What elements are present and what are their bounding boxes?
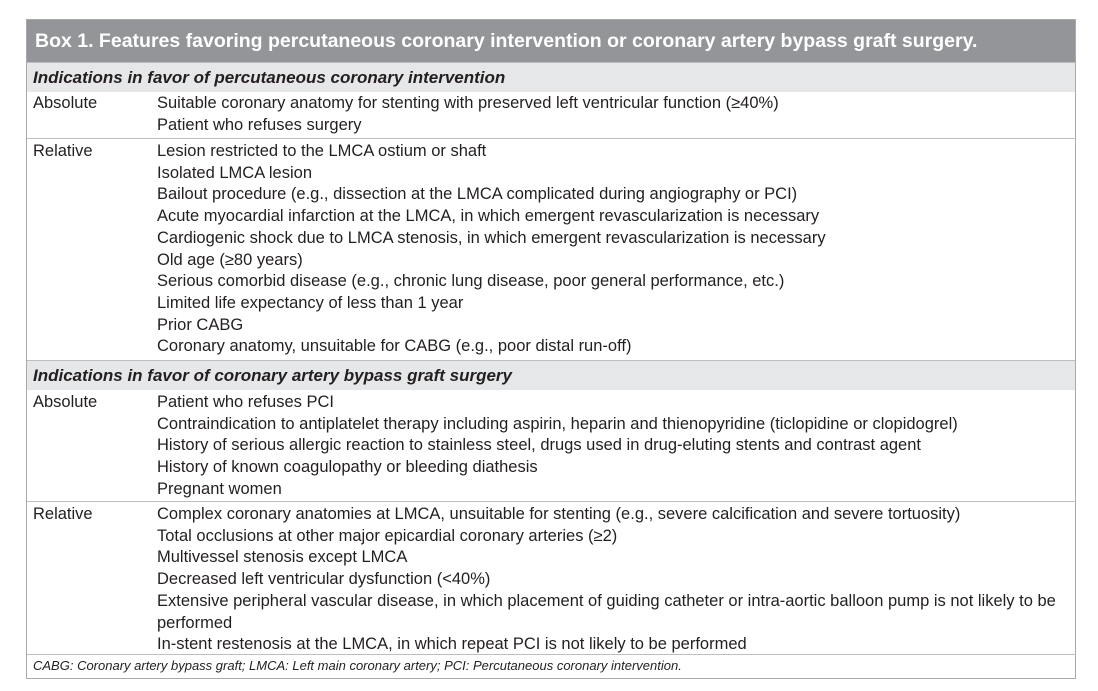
list-item: Old age (≥80 years) bbox=[157, 250, 303, 269]
list-item: History of serious allergic reaction to stainless steel, drugs used in drug-eluting stents and contrast agent bbox=[157, 436, 921, 455]
box-title: Box 1. Features favoring percutaneous coronary intervention or coronary artery bypass graft surgery. bbox=[27, 20, 1075, 62]
list-item: Limited life expectancy of less than 1 year bbox=[157, 293, 464, 312]
list-item: Acute myocardial infarction at the LMCA, in which emergent revascularization is necessary bbox=[157, 207, 820, 226]
list-item: Decreased left ventricular dysfunction (<40%) bbox=[157, 570, 491, 589]
row-label: Relative bbox=[33, 142, 93, 160]
list-item: Extensive peripheral vascular disease, in which placement of guiding catheter or intra-aortic balloon pump is not likely to be performed bbox=[157, 591, 1056, 632]
row-cabg-relative bbox=[27, 501, 1075, 654]
item-list bbox=[157, 93, 1067, 136]
list-item: Coronary anatomy, unsuitable for CABG (e.g., poor distal run-off) bbox=[157, 337, 632, 356]
list-item: Patient who refuses PCI bbox=[157, 393, 335, 411]
list-item: Isolated LMCA lesion bbox=[157, 163, 313, 182]
section-heading-pci: Indications in favor of percutaneous coronary intervention bbox=[27, 62, 1075, 92]
item-list bbox=[157, 141, 1067, 358]
list-item: Contraindication to antiplatelet therapy including aspirin, heparin and thienopyridine (ticlopidine or clopidogrel) bbox=[157, 414, 958, 433]
list-item: Prior CABG bbox=[157, 315, 244, 334]
section-heading-cabg: Indications in favor of coronary artery bypass graft surgery bbox=[27, 360, 1075, 390]
list-item: Bailout procedure (e.g., dissection at the LMCA complicated during angiography or PCI) bbox=[157, 185, 798, 204]
list-item: History of known coagulopathy or bleeding diathesis bbox=[157, 458, 538, 477]
item-list bbox=[157, 504, 1067, 656]
list-item: Multivessel stenosis except LMCA bbox=[157, 548, 408, 567]
row-label: Absolute bbox=[33, 94, 98, 112]
list-item: Lesion restricted to the LMCA ostium or shaft bbox=[157, 142, 487, 160]
list-item: Patient who refuses surgery bbox=[157, 115, 362, 134]
item-list bbox=[157, 392, 1067, 501]
list-item: Complex coronary anatomies at LMCA, unsuitable for stenting (e.g., severe calcification and severe tortuosity) bbox=[157, 505, 961, 523]
list-item: Total occlusions at other major epicardial coronary arteries (≥2) bbox=[157, 526, 618, 545]
list-item: Serious comorbid disease (e.g., chronic lung disease, poor general performance, etc.) bbox=[157, 272, 785, 291]
row-pci-relative bbox=[27, 138, 1075, 356]
footnote: CABG: Coronary artery bypass graft; LMCA: Left main coronary artery; PCI: Percutaneous coronary intervention. bbox=[27, 654, 1075, 678]
row-label: Absolute bbox=[33, 393, 98, 411]
row-label: Relative bbox=[33, 505, 93, 523]
list-item: Suitable coronary anatomy for stenting with preserved left ventricular function (≥40%) bbox=[157, 94, 779, 112]
box-table bbox=[26, 19, 1076, 679]
list-item: Pregnant women bbox=[157, 479, 282, 498]
list-item: Cardiogenic shock due to LMCA stenosis, in which emergent revascularization is necessary bbox=[157, 228, 826, 247]
list-item: In-stent restenosis at the LMCA, in which repeat PCI is not likely to be performed bbox=[157, 635, 747, 654]
